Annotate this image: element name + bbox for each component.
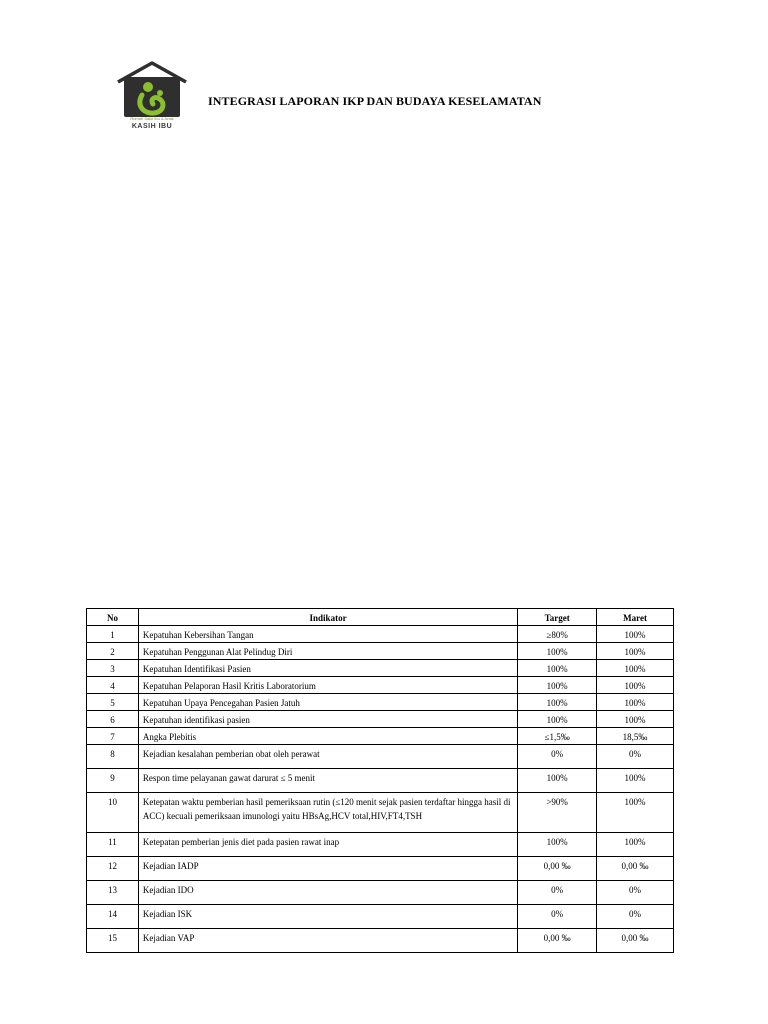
table-row (87, 905, 674, 929)
row-value: 0% (597, 881, 674, 905)
row-no: 13 (87, 881, 139, 905)
row-indikator: Ketepatan pemberian jenis diet pada pasien rawat inap (138, 833, 517, 857)
row-value: 0% (597, 905, 674, 929)
row-value: 100% (597, 660, 674, 677)
row-indikator: Kejadian IADP (138, 857, 517, 881)
row-value: 0,00 ‰ (597, 857, 674, 881)
header-no: No (87, 609, 139, 626)
document-title: INTEGRASI LAPORAN IKP DAN BUDAYA KESELAMATAN (208, 94, 542, 108)
row-no: 1 (87, 626, 139, 643)
indicator-table (86, 608, 674, 953)
table-row (87, 929, 674, 953)
row-indikator: Kejadian kesalahan pemberian obat oleh perawat (138, 745, 517, 769)
logo-subtitle: Rumah Sakit Ibu & Anak (130, 116, 174, 121)
row-value: 100% (597, 711, 674, 728)
row-target: >90% (518, 793, 597, 833)
logo-caption (116, 116, 188, 131)
table-row (87, 833, 674, 857)
row-no: 12 (87, 857, 139, 881)
row-indikator: Ketepatan waktu pemberian hasil pemeriksaan rutin (≤120 menit sejak pasien terdaftar hingga hasil di ACC) kecuali pemeriksaan imunologi yaitu HBsAg,HCV total,HIV,FT4,TSH (138, 793, 517, 833)
table-row (87, 643, 674, 660)
row-value: 18,5‰ (597, 728, 674, 745)
row-target: 100% (518, 660, 597, 677)
row-no: 15 (87, 929, 139, 953)
row-target: 100% (518, 711, 597, 728)
row-indikator: Kepatuhan Penggunan Alat Pelindug Diri (138, 643, 517, 660)
table-row (87, 881, 674, 905)
row-no: 4 (87, 677, 139, 694)
row-target: 100% (518, 769, 597, 793)
row-no: 2 (87, 643, 139, 660)
header-month: Maret (597, 609, 674, 626)
row-target: 0% (518, 905, 597, 929)
table-row (87, 745, 674, 769)
row-indikator: Kejadian ISK (138, 905, 517, 929)
row-value: 100% (597, 626, 674, 643)
table-row (87, 793, 674, 833)
row-value: 100% (597, 793, 674, 833)
row-target: 100% (518, 677, 597, 694)
row-indikator: Kepatuhan identifikasi pasien (138, 711, 517, 728)
row-indikator: Kepatuhan Pelaporan Hasil Kritis Laboratorium (138, 677, 517, 694)
row-indikator: Kepatuhan Upaya Pencegahan Pasien Jatuh (138, 694, 517, 711)
row-no: 8 (87, 745, 139, 769)
table-header-row (87, 609, 674, 626)
row-value: 0% (597, 745, 674, 769)
row-target: 100% (518, 694, 597, 711)
table-row (87, 626, 674, 643)
row-indikator: Respon time pelayanan gawat darurat ≤ 5 menit (138, 769, 517, 793)
row-value: 0,00 ‰ (597, 929, 674, 953)
row-value: 100% (597, 643, 674, 660)
row-value: 100% (597, 769, 674, 793)
row-target: 0% (518, 745, 597, 769)
table-row (87, 857, 674, 881)
row-value: 100% (597, 677, 674, 694)
row-no: 6 (87, 711, 139, 728)
row-target: 100% (518, 643, 597, 660)
row-no: 14 (87, 905, 139, 929)
row-target: ≤1,5‰ (518, 728, 597, 745)
row-target: ≥80% (518, 626, 597, 643)
row-indikator: Kejadian VAP (138, 929, 517, 953)
row-indikator: Kepatuhan Identifikasi Pasien (138, 660, 517, 677)
row-no: 10 (87, 793, 139, 833)
row-indikator: Kepatuhan Kebersihan Tangan (138, 626, 517, 643)
row-value: 100% (597, 694, 674, 711)
row-target: 100% (518, 833, 597, 857)
row-target: 0,00 ‰ (518, 929, 597, 953)
row-no: 3 (87, 660, 139, 677)
row-no: 5 (87, 694, 139, 711)
table-row (87, 769, 674, 793)
table-row (87, 711, 674, 728)
row-indikator: Angka Plebitis (138, 728, 517, 745)
row-no: 7 (87, 728, 139, 745)
row-value: 100% (597, 833, 674, 857)
table-row (87, 677, 674, 694)
row-target: 0% (518, 881, 597, 905)
table-row (87, 694, 674, 711)
header-target: Target (518, 609, 597, 626)
row-indikator: Kejadian IDO (138, 881, 517, 905)
logo-name: KASIH IBU (131, 123, 173, 130)
table-row (87, 660, 674, 677)
header-indikator: Indikator (138, 609, 517, 626)
row-no: 11 (87, 833, 139, 857)
row-no: 9 (87, 769, 139, 793)
table-row (87, 728, 674, 745)
row-target: 0,00 ‰ (518, 857, 597, 881)
